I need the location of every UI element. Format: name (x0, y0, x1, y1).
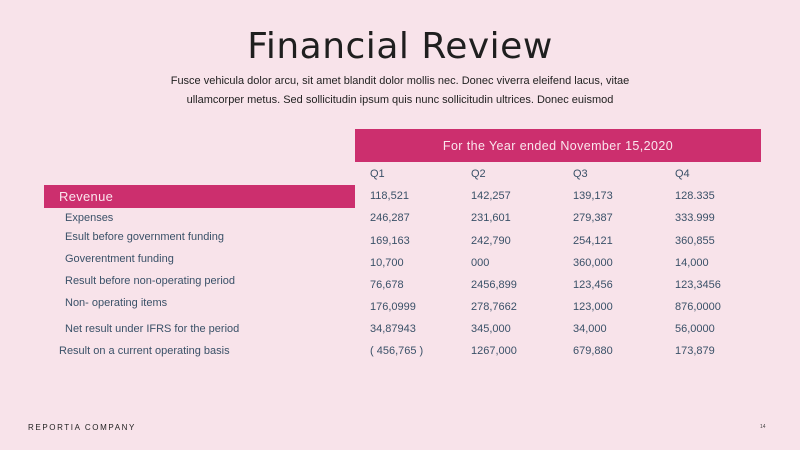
table-cell: 34,87943 (370, 323, 416, 335)
table-cell: 246,287 (370, 212, 410, 224)
table-cell: 333.999 (675, 212, 715, 224)
table-cell: 2456,899 (471, 279, 517, 291)
table-cell: 139,173 (573, 190, 613, 202)
column-header-q3: Q3 (573, 168, 588, 180)
row-label-revenue: Revenue (59, 189, 114, 204)
table-cell: 254,121 (573, 235, 613, 247)
table-cell: 000 (471, 257, 490, 269)
subtitle-line-1: Fusce vehicula dolor arcu, sit amet blandit dolor mollis nec. Donec viverra eleifend lacus, vitae (170, 75, 630, 87)
table-cell: ( 456,765 ) (370, 345, 424, 357)
table-cell: 279,387 (573, 212, 613, 224)
page-subtitle (150, 72, 650, 110)
table-cell: 345,000 (471, 323, 511, 335)
table-cell: 242,790 (471, 235, 511, 247)
table-cell: 360,855 (675, 235, 715, 247)
row-label-result-before-non-operating: Result before non-operating period (65, 275, 236, 287)
table-cell: 278,7662 (471, 301, 517, 313)
table-cell: 118,521 (370, 190, 409, 202)
row-label-expenses: Expenses (65, 212, 114, 224)
table-cell: 142,257 (471, 190, 511, 202)
row-label-current-operating-basis: Result on a current operating basis (59, 345, 230, 357)
table-cell: 76,678 (370, 279, 404, 291)
page-number: 14 (760, 424, 766, 430)
table-cell: 10,700 (370, 257, 404, 269)
table-cell: 56,0000 (675, 323, 715, 335)
table-cell: 679,880 (573, 345, 613, 357)
company-name: REPORTIA COMPANY (28, 423, 136, 432)
table-cell: 123,3456 (675, 279, 721, 291)
row-label-result-before-funding: Esult before government funding (65, 231, 224, 243)
table-cell: 360,000 (573, 257, 613, 269)
column-header-q4: Q4 (675, 168, 690, 180)
table-cell: 173,879 (675, 345, 715, 357)
table-cell: 128.335 (675, 190, 715, 202)
column-header-q2: Q2 (471, 168, 486, 180)
table-cell: 14,000 (675, 257, 709, 269)
year-header-banner: For the Year ended November 15,2020 (355, 129, 761, 162)
table-cell: 169,163 (370, 235, 410, 247)
table-cell: 231,601 (471, 212, 511, 224)
subtitle-line-2: ullamcorper metus. Sed sollicitudin ipsum quis nunc sollicitudin ultrices. Donec euismod (186, 94, 614, 106)
row-label-non-operating-items: Non- operating items (65, 297, 168, 309)
table-cell: 176,0999 (370, 301, 416, 313)
table-cell: 876,0000 (675, 301, 721, 313)
page-title: Financial Review (247, 26, 553, 67)
table-cell: 34,000 (573, 323, 607, 335)
column-header-q1: Q1 (370, 168, 385, 180)
table-cell: 123,456 (573, 279, 613, 291)
table-cell: 1267,000 (471, 345, 517, 357)
table-cell: 123,000 (573, 301, 613, 313)
row-label-government-funding: Goverentment funding (65, 253, 174, 265)
row-label-net-result-ifrs: Net result under IFRS for the period (65, 323, 240, 335)
